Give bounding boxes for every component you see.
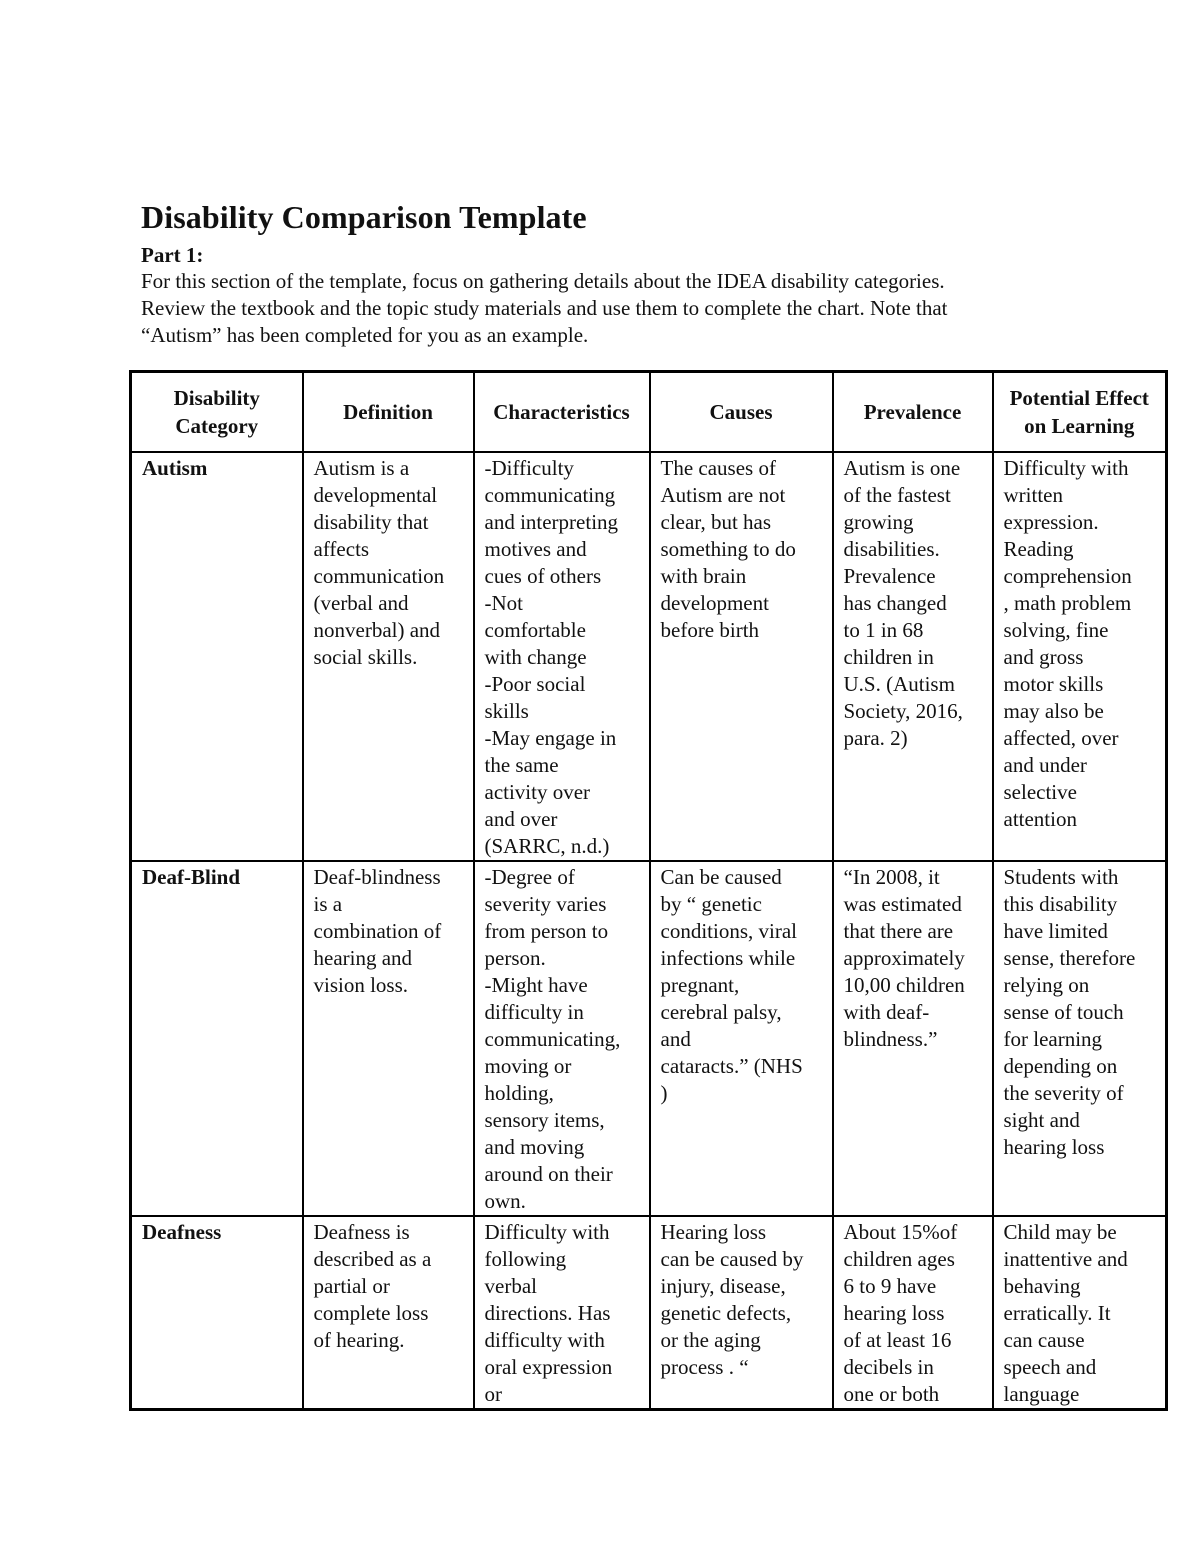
cell-line: language — [1003, 1382, 1080, 1406]
cell-line: and — [660, 1027, 691, 1051]
cell-causes — [650, 861, 833, 1216]
cell-line: attention — [1003, 807, 1077, 831]
cell-line: developmental — [313, 483, 438, 507]
cell-line: has changed — [843, 591, 947, 615]
cell-line: one or both — [843, 1382, 940, 1406]
cell-line: difficulty with — [484, 1328, 605, 1352]
cell-line: communicating — [484, 483, 616, 507]
cell-line: inattentive and — [1003, 1247, 1128, 1271]
document-body — [141, 196, 1151, 349]
cell-line: Reading — [1003, 537, 1074, 561]
cell-line: sight and — [1003, 1108, 1080, 1132]
cell-line: expression. — [1003, 510, 1099, 534]
cell-line: Difficulty with — [484, 1220, 610, 1244]
cell-prevalence — [833, 452, 993, 861]
cell-line: selective — [1003, 780, 1077, 804]
cell-line: 6 to 9 have — [843, 1274, 937, 1298]
cell-effect — [993, 1216, 1167, 1410]
cell-line: have limited — [1003, 919, 1108, 943]
cell-line: person. — [484, 946, 546, 970]
cell-line: or the aging — [660, 1328, 761, 1352]
cell-line: hearing and — [313, 946, 413, 970]
table-row — [131, 452, 1167, 861]
cell-line: may also be — [1003, 699, 1104, 723]
cell-line: by “ genetic — [660, 892, 762, 916]
cell-line: holding, — [484, 1081, 554, 1105]
cell-line: (verbal and — [313, 591, 409, 615]
cell-line: cerebral palsy, — [660, 1000, 782, 1024]
cell-line: with brain — [660, 564, 747, 588]
cell-line: Child may be — [1003, 1220, 1117, 1244]
cell-line: communicating, — [484, 1027, 621, 1051]
cell-line: behaving — [1003, 1274, 1081, 1298]
cell-line: relying on — [1003, 973, 1090, 997]
cell-line: hearing loss — [1003, 1135, 1105, 1159]
cell-line: Deafness is — [313, 1220, 410, 1244]
cell-line: communication — [313, 564, 445, 588]
cell-line: Autism is one — [843, 456, 961, 480]
cell-line: can be caused by — [660, 1247, 804, 1271]
cell-line: Autism is a — [313, 456, 410, 480]
cell-category: Deaf-Blind — [131, 861, 303, 1216]
cell-line: conditions, viral — [660, 919, 797, 943]
cell-line: around on their — [484, 1162, 613, 1186]
cell-line: directions. Has — [484, 1301, 611, 1325]
cell-line: blindness.” — [843, 1027, 938, 1051]
cell-line: -Not — [484, 591, 523, 615]
cell-line: genetic defects, — [660, 1301, 792, 1325]
header-definition: Definition — [303, 372, 474, 453]
cell-line: The causes of — [660, 456, 776, 480]
cell-line: verbal — [484, 1274, 537, 1298]
cell-line: and moving — [484, 1135, 585, 1159]
cell-line: nonverbal) and — [313, 618, 441, 642]
cell-line: of the fastest — [843, 483, 951, 507]
cell-line: Students with — [1003, 865, 1119, 889]
cell-line: clear, but has — [660, 510, 772, 534]
cell-line: “In 2008, it — [843, 865, 940, 889]
page-title: Disability Comparison Template — [141, 199, 587, 235]
cell-line: cataracts.” (NHS — [660, 1054, 803, 1078]
cell-line: difficulty in — [484, 1000, 584, 1024]
cell-line: combination of — [313, 919, 442, 943]
cell-line: of hearing. — [313, 1328, 405, 1352]
cell-line: injury, disease, — [660, 1274, 786, 1298]
cell-line: erratically. It — [1003, 1301, 1111, 1325]
intro-line: For this section of the template, focus on gathering details about the IDEA disability categories. — [141, 269, 945, 293]
cell-line: Prevalence — [843, 564, 936, 588]
cell-line: Hearing loss — [660, 1220, 767, 1244]
cell-line: severity varies — [484, 892, 607, 916]
cell-line: pregnant, — [660, 973, 740, 997]
header-category: Disability Category — [131, 372, 303, 453]
cell-line: (SARRC, n.d.) — [484, 834, 610, 858]
cell-line: -Might have — [484, 973, 588, 997]
cell-line: infections while — [660, 946, 796, 970]
part-label: Part 1: — [141, 243, 204, 267]
cell-line: , math problem — [1003, 591, 1132, 615]
cell-line: hearing loss — [843, 1301, 945, 1325]
cell-line: motives and — [484, 537, 587, 561]
cell-line: process . “ — [660, 1355, 749, 1379]
cell-line: for learning — [1003, 1027, 1103, 1051]
disability-comparison-table — [129, 370, 1168, 1411]
cell-line: described as a — [313, 1247, 432, 1271]
cell-line: can cause — [1003, 1328, 1085, 1352]
cell-line: -May engage in — [484, 726, 617, 750]
cell-line: para. 2) — [843, 726, 908, 750]
table-body — [131, 452, 1167, 1410]
cell-line: comfortable — [484, 618, 586, 642]
cell-line: children in — [843, 645, 934, 669]
cell-line: moving or — [484, 1054, 572, 1078]
cell-line: vision loss. — [313, 973, 409, 997]
cell-category: Deafness — [131, 1216, 303, 1410]
cell-characteristics — [474, 452, 650, 861]
cell-line: with change — [484, 645, 587, 669]
intro-paragraph — [141, 268, 1151, 349]
cell-line: this disability — [1003, 892, 1118, 916]
cell-line: Difficulty with — [1003, 456, 1129, 480]
cell-line: and over — [484, 807, 558, 831]
cell-line: following — [484, 1247, 567, 1271]
cell-causes — [650, 1216, 833, 1410]
cell-effect — [993, 452, 1167, 861]
intro-line: Review the textbook and the topic study materials and use them to complete the chart. Note that — [141, 296, 948, 320]
cell-line: complete loss — [313, 1301, 429, 1325]
cell-line: disabilities. — [843, 537, 940, 561]
cell-line: activity over — [484, 780, 591, 804]
cell-line: ) — [660, 1081, 668, 1105]
cell-line: oral expression — [484, 1355, 613, 1379]
cell-line: partial or — [313, 1274, 390, 1298]
cell-line: depending on — [1003, 1054, 1118, 1078]
cell-line: the severity of — [1003, 1081, 1124, 1105]
cell-line: is a — [313, 892, 343, 916]
cell-line: before birth — [660, 618, 760, 642]
cell-line: Society, 2016, — [843, 699, 963, 723]
cell-line: and under — [1003, 753, 1087, 777]
cell-line: affected, over — [1003, 726, 1119, 750]
cell-prevalence — [833, 861, 993, 1216]
intro-line: “Autism” has been completed for you as an example. — [141, 323, 589, 347]
cell-line: Autism are not — [660, 483, 786, 507]
cell-definition — [303, 1216, 474, 1410]
cell-line: or — [484, 1382, 502, 1406]
cell-line: motor skills — [1003, 672, 1104, 696]
header-characteristics: Characteristics — [474, 372, 650, 453]
cell-line: Deaf-blindness — [313, 865, 441, 889]
cell-line: with deaf- — [843, 1000, 930, 1024]
cell-line: approximately — [843, 946, 965, 970]
cell-category: Autism — [131, 452, 303, 861]
cell-line: of at least 16 — [843, 1328, 952, 1352]
cell-line: and gross — [1003, 645, 1084, 669]
cell-line: Can be caused — [660, 865, 782, 889]
cell-line: -Degree of — [484, 865, 575, 889]
cell-line: sense, therefore — [1003, 946, 1136, 970]
cell-line: sense of touch — [1003, 1000, 1124, 1024]
cell-line: skills — [484, 699, 529, 723]
cell-line: affects — [313, 537, 370, 561]
cell-line: U.S. (Autism — [843, 672, 955, 696]
cell-line: own. — [484, 1189, 526, 1213]
cell-line: written — [1003, 483, 1063, 507]
cell-characteristics — [474, 861, 650, 1216]
cell-line: solving, fine — [1003, 618, 1109, 642]
cell-effect — [993, 861, 1167, 1216]
cell-line: from person to — [484, 919, 609, 943]
cell-line: was estimated — [843, 892, 962, 916]
cell-definition — [303, 861, 474, 1216]
cell-causes — [650, 452, 833, 861]
cell-line: About 15%of — [843, 1220, 958, 1244]
cell-line: -Poor social — [484, 672, 586, 696]
cell-characteristics — [474, 1216, 650, 1410]
table-header-row — [131, 372, 1167, 453]
cell-line: cues of others — [484, 564, 602, 588]
cell-line: growing — [843, 510, 914, 534]
cell-line: that there are — [843, 919, 954, 943]
header-causes: Causes — [650, 372, 833, 453]
cell-line: the same — [484, 753, 559, 777]
cell-line: decibels in — [843, 1355, 934, 1379]
cell-line: -Difficulty — [484, 456, 574, 480]
header-prevalence: Prevalence — [833, 372, 993, 453]
cell-line: and interpreting — [484, 510, 619, 534]
cell-line: to 1 in 68 — [843, 618, 924, 642]
header-effect: Potential Effect on Learning — [993, 372, 1167, 453]
table-row — [131, 1216, 1167, 1410]
cell-line: social skills. — [313, 645, 418, 669]
cell-definition — [303, 452, 474, 861]
cell-line: comprehension — [1003, 564, 1132, 588]
cell-line: 10,00 children — [843, 973, 965, 997]
table-row — [131, 861, 1167, 1216]
cell-line: development — [660, 591, 769, 615]
cell-prevalence — [833, 1216, 993, 1410]
cell-line: disability that — [313, 510, 429, 534]
cell-line: speech and — [1003, 1355, 1097, 1379]
cell-line: children ages — [843, 1247, 955, 1271]
cell-line: sensory items, — [484, 1108, 605, 1132]
cell-line: something to do — [660, 537, 796, 561]
